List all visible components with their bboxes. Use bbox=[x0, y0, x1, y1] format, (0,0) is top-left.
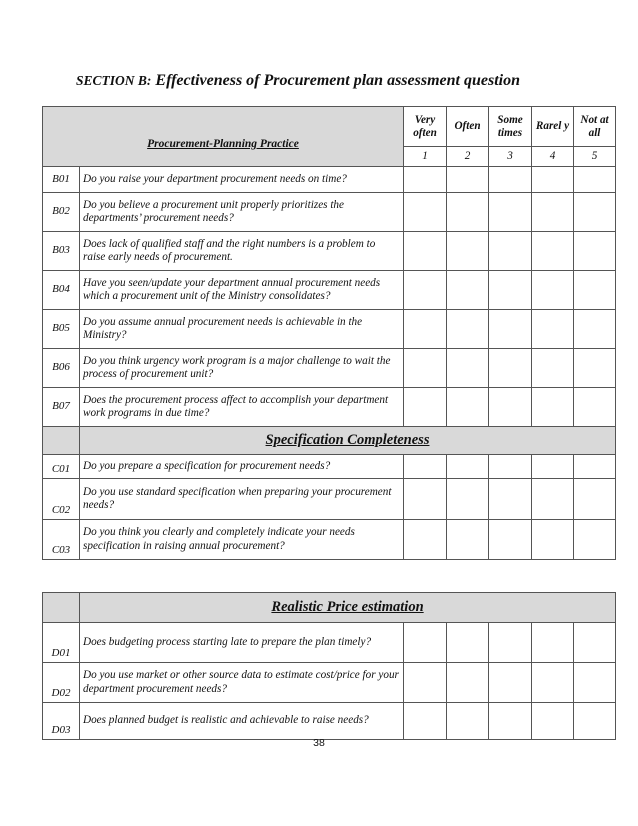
rating-cell-2[interactable] bbox=[447, 310, 489, 349]
question-row bbox=[43, 349, 616, 388]
scale-header-rarely: Rarel y bbox=[532, 107, 574, 147]
scale-number: 3 bbox=[489, 147, 532, 167]
rating-cell-4[interactable] bbox=[532, 310, 574, 349]
price-rows bbox=[43, 623, 616, 740]
question-text: Do you prepare a specification for procurement needs? bbox=[80, 455, 404, 479]
specification-heading: Specification Completeness bbox=[80, 427, 616, 455]
question-row bbox=[43, 232, 616, 271]
rating-cell-5[interactable] bbox=[574, 455, 616, 479]
question-code: B06 bbox=[43, 349, 80, 388]
section-title bbox=[76, 72, 520, 90]
page-number: 38 bbox=[313, 737, 325, 749]
rating-cell-2[interactable] bbox=[447, 703, 489, 740]
spec-heading-spacer bbox=[43, 427, 80, 455]
rating-cell-1[interactable] bbox=[404, 455, 447, 479]
question-row bbox=[43, 310, 616, 349]
rating-cell-5[interactable] bbox=[574, 349, 616, 388]
price-heading: Realistic Price estimation bbox=[80, 593, 616, 623]
scale-number: 2 bbox=[447, 147, 489, 167]
rating-cell-5[interactable] bbox=[574, 271, 616, 310]
rating-cell-5[interactable] bbox=[574, 232, 616, 271]
question-text: Do you assume annual procurement needs is achievable in the Ministry? bbox=[80, 310, 404, 349]
rating-cell-4[interactable] bbox=[532, 167, 574, 193]
question-text: Have you seen/update your department annual procurement needs which a procurement unit of the Ministry consolidates? bbox=[80, 271, 404, 310]
rating-cell-3[interactable] bbox=[489, 193, 532, 232]
question-row bbox=[43, 663, 616, 703]
scale-number: 5 bbox=[574, 147, 616, 167]
question-row bbox=[43, 703, 616, 740]
rating-cell-2[interactable] bbox=[447, 663, 489, 703]
rating-cell-1[interactable] bbox=[404, 193, 447, 232]
rating-cell-3[interactable] bbox=[489, 623, 532, 663]
question-row bbox=[43, 193, 616, 232]
rating-cell-1[interactable] bbox=[404, 663, 447, 703]
rating-cell-3[interactable] bbox=[489, 349, 532, 388]
question-text: Do you think you clearly and completely indicate your needs specification in raising annual procurement? bbox=[80, 520, 404, 560]
question-text: Does planned budget is realistic and achievable to raise needs? bbox=[80, 703, 404, 740]
practice-header: Procurement-Planning Practice bbox=[43, 107, 404, 167]
assessment-table-price bbox=[42, 592, 616, 740]
question-code: B04 bbox=[43, 271, 80, 310]
rating-cell-5[interactable] bbox=[574, 388, 616, 427]
question-code: B01 bbox=[43, 167, 80, 193]
question-code: D02 bbox=[43, 663, 80, 703]
question-text: Do you use standard specification when preparing your procurement needs? bbox=[80, 479, 404, 520]
question-text: Do you believe a procurement unit properly prioritizes the departments’ procurement needs? bbox=[80, 193, 404, 232]
rating-cell-3[interactable] bbox=[489, 310, 532, 349]
rating-cell-5[interactable] bbox=[574, 703, 616, 740]
rating-cell-4[interactable] bbox=[532, 623, 574, 663]
question-row bbox=[43, 623, 616, 663]
rating-cell-1[interactable] bbox=[404, 271, 447, 310]
rating-cell-5[interactable] bbox=[574, 623, 616, 663]
scale-number: 4 bbox=[532, 147, 574, 167]
rating-cell-3[interactable] bbox=[489, 479, 532, 520]
rating-cell-4[interactable] bbox=[532, 479, 574, 520]
section-b-rows bbox=[43, 167, 616, 427]
question-row bbox=[43, 271, 616, 310]
question-code: C02 bbox=[43, 479, 80, 520]
rating-cell-5[interactable] bbox=[574, 663, 616, 703]
question-text: Do you raise your department procurement needs on time? bbox=[80, 167, 404, 193]
rating-cell-2[interactable] bbox=[447, 193, 489, 232]
rating-cell-4[interactable] bbox=[532, 703, 574, 740]
rating-cell-3[interactable] bbox=[489, 271, 532, 310]
rating-cell-2[interactable] bbox=[447, 167, 489, 193]
scale-header-sometimes: Some times bbox=[489, 107, 532, 147]
rating-cell-3[interactable] bbox=[489, 388, 532, 427]
rating-cell-1[interactable] bbox=[404, 349, 447, 388]
rating-cell-2[interactable] bbox=[447, 271, 489, 310]
rating-cell-1[interactable] bbox=[404, 520, 447, 560]
question-code: C01 bbox=[43, 455, 80, 479]
rating-cell-1[interactable] bbox=[404, 623, 447, 663]
rating-cell-5[interactable] bbox=[574, 310, 616, 349]
question-row bbox=[43, 388, 616, 427]
question-text: Do you think urgency work program is a major challenge to wait the process of procurement unit? bbox=[80, 349, 404, 388]
scale-header-often: Often bbox=[447, 107, 489, 147]
rating-cell-2[interactable] bbox=[447, 349, 489, 388]
rating-cell-3[interactable] bbox=[489, 520, 532, 560]
assessment-table-main bbox=[42, 106, 616, 560]
section-heading: Effectiveness of Procurement plan assessment question bbox=[155, 72, 520, 89]
rating-cell-1[interactable] bbox=[404, 310, 447, 349]
question-row bbox=[43, 167, 616, 193]
question-code: B02 bbox=[43, 193, 80, 232]
rating-cell-2[interactable] bbox=[447, 479, 489, 520]
rating-cell-5[interactable] bbox=[574, 479, 616, 520]
rating-cell-2[interactable] bbox=[447, 455, 489, 479]
rating-cell-1[interactable] bbox=[404, 167, 447, 193]
rating-cell-4[interactable] bbox=[532, 663, 574, 703]
scale-number: 1 bbox=[404, 147, 447, 167]
question-code: D03 bbox=[43, 703, 80, 740]
rating-cell-2[interactable] bbox=[447, 623, 489, 663]
section-prefix: SECTION B: bbox=[76, 73, 152, 88]
rating-cell-2[interactable] bbox=[447, 232, 489, 271]
scale-header-not-at-all: Not at all bbox=[574, 107, 616, 147]
rating-cell-2[interactable] bbox=[447, 388, 489, 427]
rating-cell-5[interactable] bbox=[574, 167, 616, 193]
rating-cell-1[interactable] bbox=[404, 232, 447, 271]
rating-cell-1[interactable] bbox=[404, 703, 447, 740]
question-code: B07 bbox=[43, 388, 80, 427]
rating-cell-5[interactable] bbox=[574, 520, 616, 560]
specification-rows bbox=[43, 455, 616, 560]
question-row bbox=[43, 520, 616, 560]
price-heading-spacer bbox=[43, 593, 80, 623]
rating-cell-4[interactable] bbox=[532, 455, 574, 479]
rating-cell-3[interactable] bbox=[489, 455, 532, 479]
question-text: Does the procurement process affect to accomplish your department work programs in due time? bbox=[80, 388, 404, 427]
rating-cell-4[interactable] bbox=[532, 232, 574, 271]
rating-cell-4[interactable] bbox=[532, 349, 574, 388]
question-row bbox=[43, 455, 616, 479]
question-code: C03 bbox=[43, 520, 80, 560]
question-code: B05 bbox=[43, 310, 80, 349]
question-code: B03 bbox=[43, 232, 80, 271]
rating-cell-4[interactable] bbox=[532, 193, 574, 232]
rating-cell-3[interactable] bbox=[489, 663, 532, 703]
scale-header-very-often: Very often bbox=[404, 107, 447, 147]
rating-cell-3[interactable] bbox=[489, 703, 532, 740]
rating-cell-1[interactable] bbox=[404, 479, 447, 520]
rating-cell-5[interactable] bbox=[574, 193, 616, 232]
question-text: Do you use market or other source data to estimate cost/price for your department procurement needs? bbox=[80, 663, 404, 703]
question-code: D01 bbox=[43, 623, 80, 663]
rating-cell-3[interactable] bbox=[489, 232, 532, 271]
question-text: Does lack of qualified staff and the right numbers is a problem to raise early needs of procurement. bbox=[80, 232, 404, 271]
rating-cell-4[interactable] bbox=[532, 520, 574, 560]
rating-cell-3[interactable] bbox=[489, 167, 532, 193]
rating-cell-4[interactable] bbox=[532, 271, 574, 310]
rating-cell-4[interactable] bbox=[532, 388, 574, 427]
question-text: Does budgeting process starting late to prepare the plan timely? bbox=[80, 623, 404, 663]
rating-cell-2[interactable] bbox=[447, 520, 489, 560]
question-row bbox=[43, 479, 616, 520]
rating-cell-1[interactable] bbox=[404, 388, 447, 427]
